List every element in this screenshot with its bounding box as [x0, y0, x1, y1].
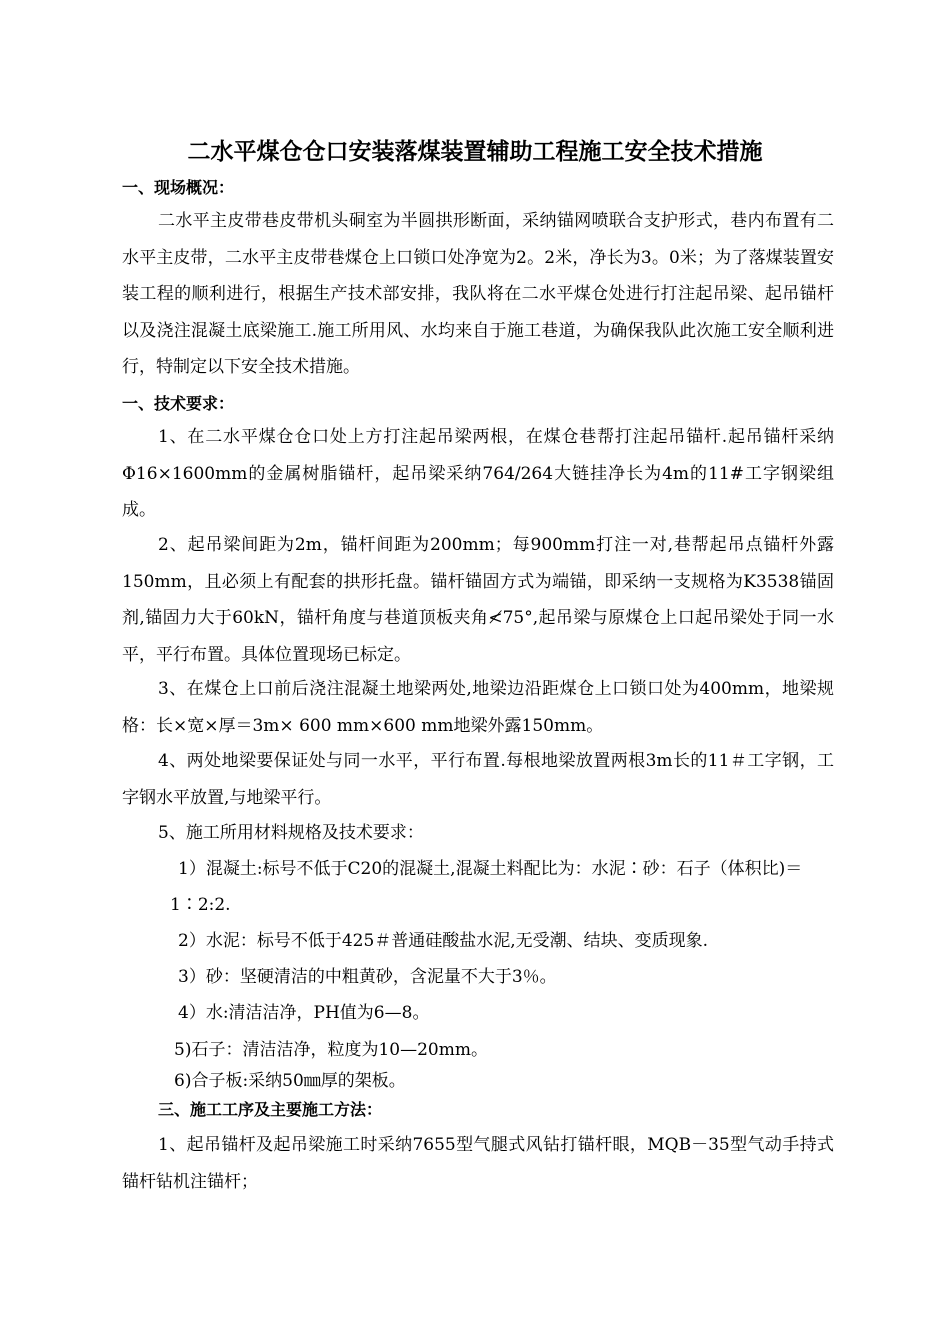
process-item-1: 1、起吊锚杆及起吊梁施工时采纳7655型气腿式风钻打锚杆眼，MQB－35型气动手持式锚杆钻机注锚杆； — [122, 1135, 834, 1192]
tech-item-3: 3、在煤仓上口前后浇注混凝土地梁两处,地梁边沿距煤仓上口锁口处为400mm，地梁规格：长×宽×厚＝3m× 600 mm×600 mm地梁外露150mm。 — [122, 679, 834, 736]
section-heading-tech: 一、技术要求： — [122, 394, 235, 413]
tech-item-5: 5、施工所用材料规格及技术要求： — [158, 823, 424, 843]
material-item-1: 1）混凝土:标号不低于C20的混凝土,混凝土料配比为：水泥∶砂：石子（体积比)＝1∶2:2. — [170, 859, 803, 915]
material-item-2: 2）水泥：标号不低于425＃普通硅酸盐水泥,无受潮、结块、变质现象. — [178, 931, 709, 951]
tech-item-4: 4、两处地梁要保证处与同一水平，平行布置.每根地梁放置两根3m长的11＃工字钢，工字钢水平放置,与地梁平行。 — [122, 751, 834, 808]
material-item-6: 6)合子板:采纳50㎜厚的架板。 — [174, 1071, 406, 1091]
document-title: 二水平煤仓仓口安装落煤装置辅助工程施工安全技术措施 — [187, 138, 763, 165]
material-item-4: 4）水:清洁洁净，PH值为6—8。 — [178, 1003, 430, 1023]
overview-paragraph: 二水平主皮带巷皮带机头硐室为半圆拱形断面，采纳锚网喷联合支护形式，巷内布置有二水平主皮带，二水平主皮带巷煤仓上口锁口处净宽为2。2米，净长为3。0米；为了落煤装置安装工程的顺利进行，根据生产技术部安排，我队将在二水平煤仓处进行打注起吊梁、起吊锚杆以及浇注混凝土底梁施工.施工所用风、水均来自于施工巷道，为确保我队此次施工安全顺利进行，特制定以下安全技术措施。 — [122, 211, 834, 377]
tech-item-2: 2、起吊梁间距为2m，锚杆间距为200mm；每900mm打注一对,巷帮起吊点锚杆外露150mm，且必须上有配套的拱形托盘。锚杆锚固方式为端锚，即采纳一支规格为K3538锚固剂,锚固力大于60kN，锚杆角度与巷道顶板夹角≮75°,起吊梁与原煤仓上口起吊梁处于同一水平，平行布置。具体位置现场已标定。 — [122, 535, 834, 665]
material-item-3: 3）砂：坚硬清洁的中粗黄砂，含泥量不大于3％。 — [178, 967, 557, 987]
tech-item-1: 1、在二水平煤仓仓口处上方打注起吊梁两根，在煤仓巷帮打注起吊锚杆.起吊锚杆采纳Φ16×1600mm的金属树脂锚杆，起吊梁采纳764/264大链挂净长为4m的11#工字钢梁组成。 — [122, 427, 834, 520]
material-item-5: 5)石子：清洁洁净，粒度为10—20mm。 — [174, 1040, 488, 1060]
section-heading-process: 三、施工工序及主要施工方法： — [158, 1100, 383, 1119]
section-heading-overview: 一、现场概况： — [122, 178, 235, 197]
